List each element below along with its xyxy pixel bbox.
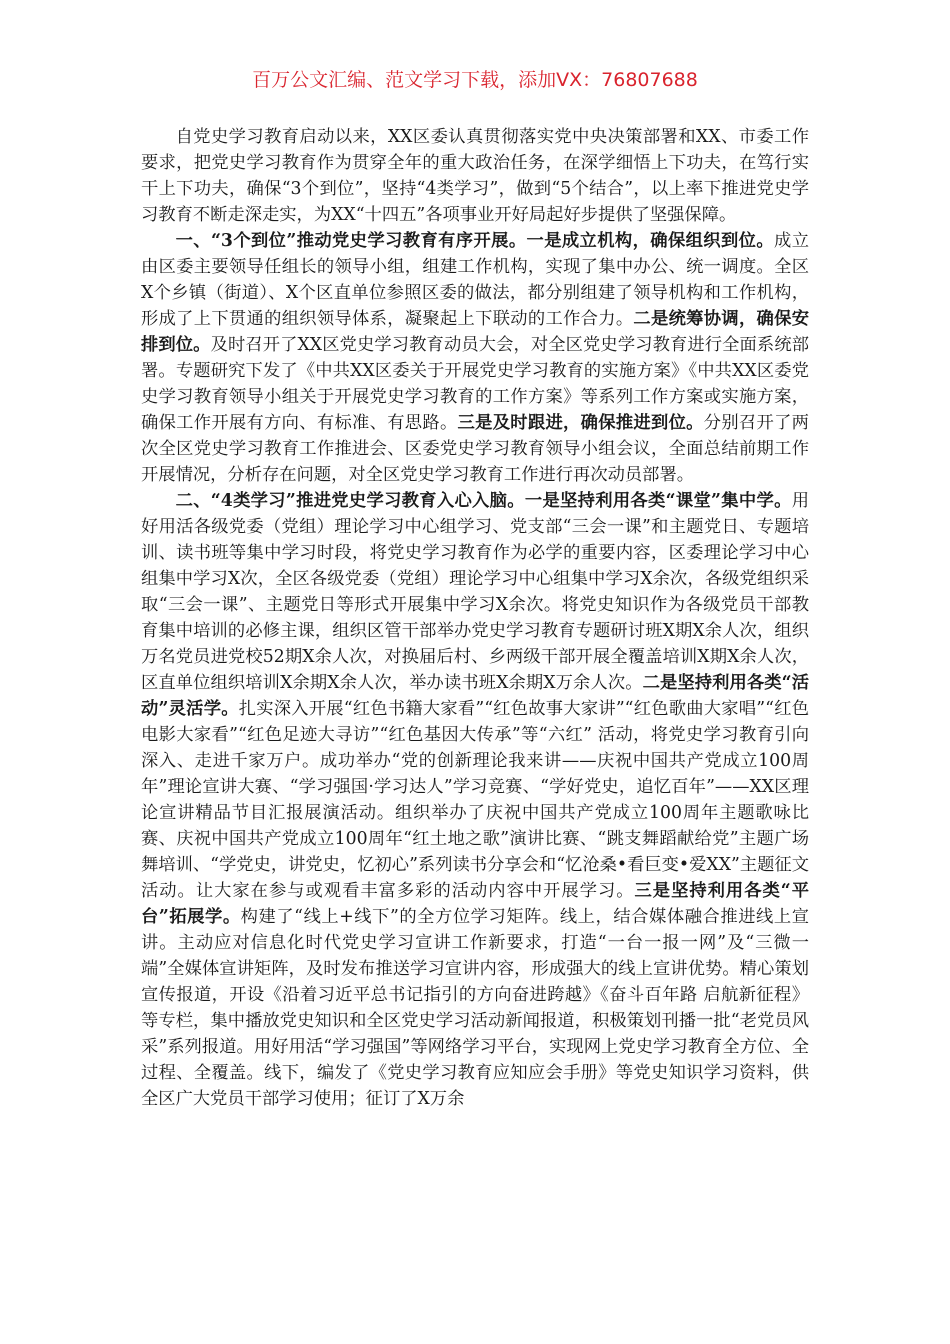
section-two-text-2: 扎实深入开展“红色书籍大家看”“红色故事大家讲”“红色歌曲大家唱”“红色电影大家看”“红色足迹大寻访”“红色基因大传承”等“六红” 活动，将党史学习教育引向深入、走进千家万户。成功举办“党的创新理论我来讲——庆祝中国共产党成立100周年”理论宣讲大赛、“学习强国·学习达人”学习竞赛、“学好党史，追忆百年”——XX区理论宣讲精品节目汇报展演活动。组织举办了庆祝中国共产党成立100周年主题歌咏比赛、庆祝中国共产党成立100周年“红土地之歌”演讲比赛、“跳支舞蹈献给党”主题广场舞培训、“学党史，讲党史，忆初心”系列读书分享会和“忆沧桑•看巨变•爱XX”主题征文活动。让大家在参与或观看丰富多彩的活动内容中开展学习。 xyxy=(141,699,809,901)
section-one-text-2: 及时召开了XX区党史学习教育动员大会，对全区党史学习教育进行全面系统部署。专题研究下发了《中共XX区委关于开展党史学习教育的实施方案》《中共XX区委党史学习教育领导小组关于开展党史学习教育的工作方案》等系列工作方案或实施方案，确保工作开展有方向、有标准、有思路。 xyxy=(141,335,809,433)
section-two-subheading-3: 三是坚持利用各类“平台”拓展学。 xyxy=(141,881,809,927)
intro-text: 自党史学习教育启动以来，XX区委认真贯彻落实党中央决策部署和XX、市委工作要求，把党史学习教育作为贯穿全年的重大政治任务，在深学细悟上下功夫，在笃行实干上下功夫，确保“3个到位”，坚持“4类学习”，做到“5个结合”，以上率下推进党史学习教育不断走深走实，为XX“十四五”各项事业开好局起好步提供了坚强保障。 xyxy=(141,127,809,225)
document-body xyxy=(141,124,809,1112)
section-one-text-1: 成立由区委主要领导任组长的领导小组，组建工作机构，实现了集中办公、统一调度。全区X个乡镇（街道）、X个区直单位参照区委的做法，都分别组建了领导机构和工作机构，形成了上下贯通的组织领导体系，凝聚起上下联动的工作合力。 xyxy=(141,231,809,329)
paragraph-section-two xyxy=(141,488,809,1112)
paragraph-section-one xyxy=(141,228,809,488)
section-two-heading: 二、“4类学习”推进党史学习教育入心入脑。一是坚持利用各类“课堂”集中学。 xyxy=(175,491,792,511)
section-one-subheading-2: 二是统筹协调，确保安排到位。 xyxy=(141,309,809,355)
section-one-subheading-3: 三是及时跟进，确保推进到位。 xyxy=(457,413,704,433)
section-two-text-3: 构建了“线上+线下”的全方位学习矩阵。线上，结合媒体融合推进线上宣讲。主动应对信息化时代党史学习宣讲工作新要求，打造“一台一报一网”及“三微一端”全媒体宣讲矩阵，及时发布推送学习宣讲内容，形成强大的线上宣讲优势。精心策划宣传报道，开设《沿着习近平总书记指引的方向奋进跨越》《奋斗百年路 启航新征程》等专栏，集中播放党史知识和全区党史学习活动新闻报道，积极策划刊播一批“老党员风采”系列报道。用好用活“学习强国”等网络学习平台，实现网上党史学习教育全方位、全过程、全覆盖。线下，编发了《党史学习教育应知应会手册》等党史知识学习资料，供全区广大党员干部学习使用；征订了X万余 xyxy=(141,907,809,1109)
section-one-heading: 一、“3个到位”推动党史学习教育有序开展。一是成立机构，确保组织到位。 xyxy=(175,231,775,251)
section-two-text-1: 用好用活各级党委（党组）理论学习中心组学习、党支部“三会一课”和主题党日、专题培训、读书班等集中学习时段，将党史学习教育作为必学的重要内容，区委理论学习中心组集中学习X次，全区各级党委（党组）理论学习中心组集中学习X余次，各级党组织采取“三会一课”、主题党日等形式开展集中学习X余次。将党史知识作为各级党员干部教育集中培训的必修主课，组织区管干部举办党史学习教育专题研讨班X期X余人次，组织万名党员进党校52期X余人次，对换届后村、乡两级干部开展全覆盖培训X期X余人次，区直单位组织培训X余期X余人次，举办读书班X余期X万余人次。 xyxy=(141,491,809,693)
paragraph-intro xyxy=(141,124,809,228)
section-two-subheading-2: 二是坚持利用各类“活动”灵活学。 xyxy=(141,673,809,719)
section-one-text-3: 分别召开了两次全区党史学习教育工作推进会、区委党史学习教育领导小组会议，全面总结前期工作开展情况，分析存在问题，对全区党史学习教育工作进行再次动员部署。 xyxy=(141,413,809,485)
watermark-header: 百万公文汇编、范文学习下载，添加VX：76807688 xyxy=(252,69,698,91)
